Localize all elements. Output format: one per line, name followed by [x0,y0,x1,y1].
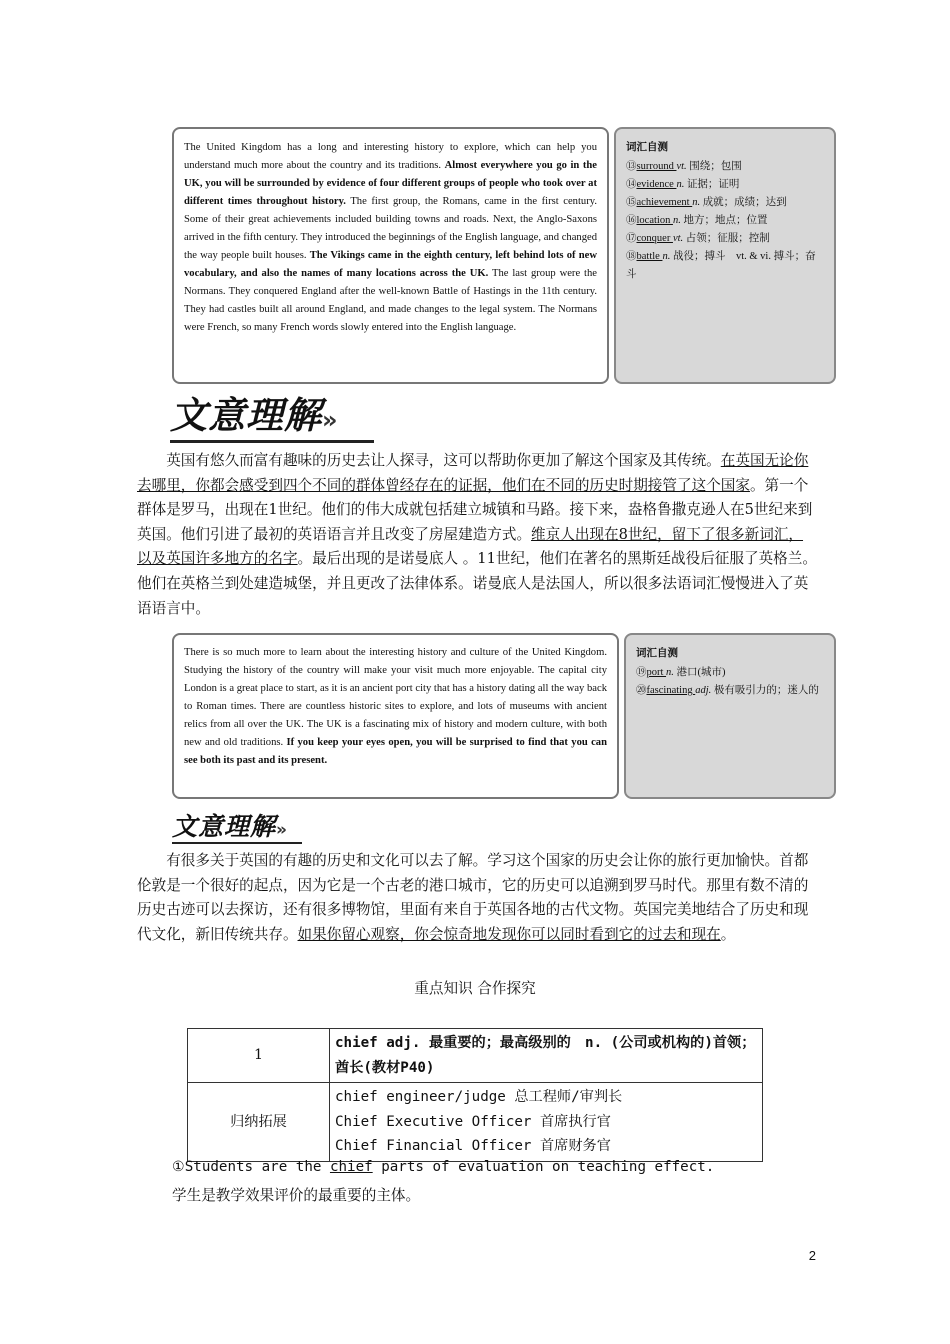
vocab-word: conquer [636,233,673,244]
expansion-line: Chief Financial Officer 首席财务官 [335,1138,611,1154]
vocab-title: 词汇自测 [636,647,678,659]
vocab-number: ⑮ [626,197,637,208]
vocab-item [626,230,824,248]
vocab-item [626,248,824,284]
expansion-line: Chief Executive Officer 首席执行官 [335,1113,611,1130]
item-label: 归纳拓展 [188,1083,330,1162]
vocab-number: ⑬ [626,161,637,172]
passage1-english-box [172,127,609,384]
vocab-word: surround [636,161,677,172]
vocab-pos: n. [692,197,703,208]
bold-key-sentence: If you keep your eyes open, you will be surprised to find that you can see both its past and its present. [184,737,607,766]
vocab-word: port [646,667,667,678]
section-title: 重点知识 合作探究 [414,980,536,997]
passage2-english-box [172,633,619,799]
text-segment: 。最后出现的是诺曼底人 。11世纪，他们在著名的黑斯廷战役后征服了英格兰。他们在英格兰到处建造城堡，并且更改了法律体系。诺曼底人是法国人，所以很多法语词汇慢慢进入了英语语言中。 [137,550,817,617]
vocab-definition: 极有吸引力的；迷人的 [713,685,819,696]
passage2-english-text [184,644,607,770]
vocab-item [626,194,824,212]
vocab-item [626,158,824,176]
vocab-number: ⑳ [636,685,647,696]
item-expansions [330,1083,763,1162]
example-sentence [172,1159,714,1175]
text-segment: 。 [720,925,736,943]
vocab-pos: adj. [695,685,714,696]
vocab-definition: 港口(城市) [676,667,726,678]
vocab-word: battle [636,251,663,262]
vocab-definition: 成就；成绩；达到 [702,197,787,208]
passage1-vocab-box [614,127,836,384]
vocab-item [636,664,824,682]
text-segment: The United Kingdom has a long and interesting history to explore, which can help you understand much more about the country and its traditions. [184,142,597,171]
example-keyword: chief [329,1159,373,1175]
heading-text: 文意理解 [170,394,322,437]
vocab-definition: 证据；证明 [686,179,740,190]
page-number: 2 [808,1248,816,1263]
vocab-item [626,212,824,230]
comprehension-heading [172,812,288,845]
vocab-pos: n. [676,179,687,190]
vocab-definition: 地方；地点；位置 [683,215,768,226]
text-segment: 英国有悠久而富有趣味的历史去让人探寻，这可以帮助你更加了解这个国家及其传统。 [166,452,721,469]
vocab-pos: n. [662,251,673,262]
vocab-number: ⑲ [636,667,647,678]
vocab-number: ⑭ [626,179,637,190]
double-chevron-icon: » [276,820,288,840]
vocab-definition: 围绕；包围 [689,161,742,172]
passage2-chinese-translation [137,849,817,947]
vocab-number: ⑰ [626,233,637,244]
underlined-key-sentence: 如果你留心观察，你会惊奇地发现你可以同时看到它的过去和现在 [297,925,721,943]
vocab-definition: 战役；搏斗 vt. & vi. 搏斗；奋斗 [626,251,816,280]
vocab-word: location [636,215,673,226]
heading-underline [172,842,302,844]
vocab-item [636,682,824,700]
text-segment: The last group were the Normans. They conquered England after the well-known Battle of Hastings in the 11th century. They had castles built all around England, and made changes to the legal system. The Normans were French, so many French words slowly entered into the English language. [184,268,597,333]
vocab-word: fascinating [646,685,696,696]
example-before: Students are the [184,1159,330,1175]
example-number: ① [172,1159,185,1175]
heading-text: 文意理解 [172,812,277,841]
heading-underline [170,440,374,443]
example-after: parts of evaluation on teaching effect. [372,1159,715,1175]
bold-key-sentence: The Vikings came in the eighth century, left behind lots of new vocabulary, and also the names of many locations across the UK. [184,250,597,279]
vocab-definition: 占领；征服；控制 [685,233,770,244]
bold-key-sentence: Almost everywhere you go in the UK, you will be surrounded by evidence of four different groups of people who took over at different times throughout history. [184,160,597,207]
table-row [188,1029,763,1083]
vocab-word: evidence [636,179,677,190]
text-segment: There is so much more to learn about the interesting history and culture of the United Kingdom. Studying the history of the country will make your visit much more enjoyable. The capital city London is a great place to start, as it is an ancient port city that has a history dating all the way back to Roman times. There are countless historic sites to explore, and lots of museums with ancient relics from all over the UK. The UK is a fascinating mix of history and modern culture, with both new and old traditions. [184,647,607,748]
item-number: 1 [188,1029,330,1083]
item-head: chief adj. 最重要的；最高级别的 n. (公司或机构的)首领；酋长(教材P40) [330,1029,763,1083]
expansion-line: chief engineer/judge 总工程师/审判长 [335,1089,623,1105]
comprehension-heading [170,394,339,442]
vocab-number: ⑯ [626,215,637,226]
text-segment: 。第一个群体是罗马，出现在1世纪。他们的伟大成就包括建立城镇和马路。接下来，盎格鲁撒克逊人在5世纪来到英国。他们引进了最初的英语语言并且改变了房屋建造方式。 [137,476,813,543]
text-segment: 有很多关于英国的有趣的历史和文化可以去了解。学习这个国家的历史会让你的旅行更加愉快。首都伦敦是一个很好的起点，因为它是一个古老的港口城市，它的历史可以追溯到罗马时代。那里有数不清的历史古迹可以去探访，还有很多博物馆，里面有来自于英国各地的古代文物。英国完美地结合了历史和现代文化，新旧传统共存。 [137,852,809,943]
passage1-english-text [184,139,597,337]
underlined-key-sentence: 在英国无论你去哪里，你都会感受到四个不同的群体曾经存在的证据，他们在不同的历史时期接管了这个国家 [137,452,809,494]
vocab-list [636,664,824,700]
knowledge-table [187,1028,763,1162]
example-translation: 学生是教学效果评价的最重要的主体。 [172,1187,421,1204]
vocab-pos: vt. [676,161,690,172]
passage1-chinese-translation [137,449,817,621]
vocab-title: 词汇自测 [626,141,668,153]
text-segment: The first group, the Romans, came in the first century. Some of their great achievements included building towns and roads. Next, the Anglo-Saxons arrived in the fifth century. They introduced the beginnings of the English language, and changed the way people built houses. [184,196,597,261]
vocab-word: achievement [636,197,693,208]
vocab-number: ⑱ [626,251,637,262]
vocab-item [626,176,824,194]
vocab-pos: n. [666,667,677,678]
vocab-list [626,158,824,284]
double-chevron-icon: » [322,406,339,434]
vocab-pos: vt. [672,233,686,244]
vocab-pos: n. [672,215,684,226]
underlined-key-sentence: 维京人出现在8世纪，留下了很多新词汇，以及英国许多地方的名字 [137,525,804,568]
table-row [188,1083,763,1162]
passage2-vocab-box [624,633,836,799]
